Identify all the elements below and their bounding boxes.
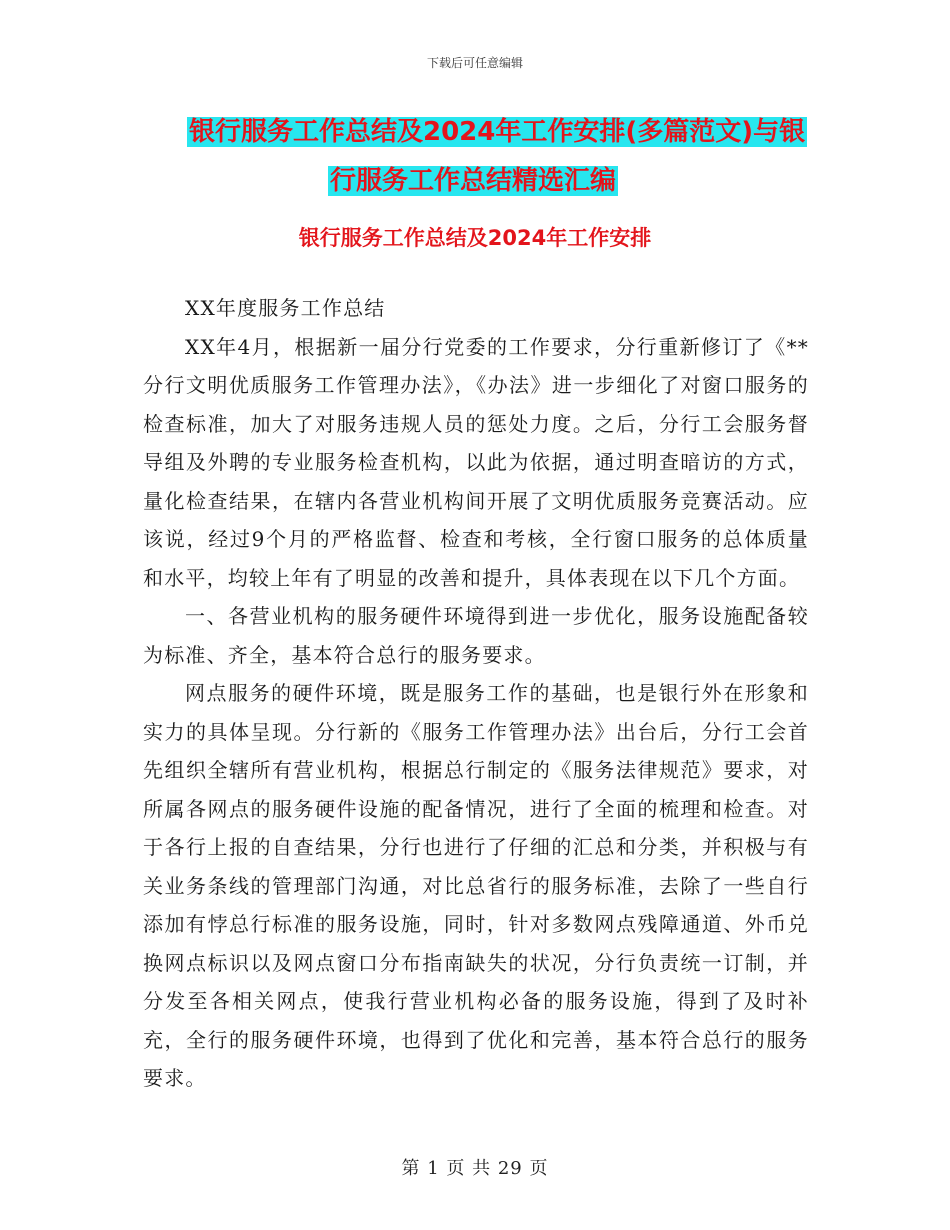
page-number: 第 1 页 共 29 页 [401, 1158, 549, 1179]
document-subtitle: 银行服务工作总结及2024年工作安排 [298, 226, 652, 250]
paragraph-4: 网点服务的硬件环境，既是服务工作的基础，也是银行外在形象和实力的具体呈现。分行新的《服务工作管理办法》出台后，分行工会首先组织全辖所有营业机构，根据总行制定的《服务法律规范》要求，对所属各网点的服务硬件设施的配备情况，进行了全面的梳理和检查。对于各行上报的自查结果，分行也进行了仔细的汇总和分类，并积极与有关业务条线的管理部门沟通，对比总省行的服务标准，去除了一些自行添加有悖总行标准的服务设施，同时，针对多数网点残障通道、外币兑换网点标识以及网点窗口分布指南缺失的状况，分行负责统一订制，并分发至各相关网点，使我行营业机构必备的服务设施，得到了及时补充，全行的服务硬件环境，也得到了优化和完善，基本符合总行的服务要求。 [143, 681, 809, 1090]
document-title [150, 108, 815, 206]
document-title-line-2: 行服务工作总结精选汇编 [330, 166, 617, 196]
document-body [143, 289, 809, 1098]
document-title-line-1: 银行服务工作总结及2024年工作安排(多篇范文)与银 [189, 117, 806, 147]
paragraph-2: XX年4月，根据新一届分行党委的工作要求，分行重新修订了《**分行文明优质服务工作管理办法》，《办法》进一步细化了对窗口服务的检查标准，加大了对服务违规人员的惩处力度。之后，分行工会服务督导组及外聘的专业服务检查机构，以此为依据，通过明查暗访的方式，量化检查结果，在辖内各营业机构间开展了文明优质服务竞赛活动。应该说，经过9个月的严格监督、检查和考核，全行窗口服务的总体质量和水平，均较上年有了明显的改善和提升，具体表现在以下几个方面。 [143, 334, 809, 590]
paragraph-1: XX年度服务工作总结 [185, 296, 386, 320]
paragraph-3: 一、各营业机构的服务硬件环境得到进一步优化，服务设施配备较为标准、齐全，基本符合总行的服务要求。 [143, 604, 809, 667]
page-header-note: 下载后可任意编辑 [426, 56, 523, 70]
